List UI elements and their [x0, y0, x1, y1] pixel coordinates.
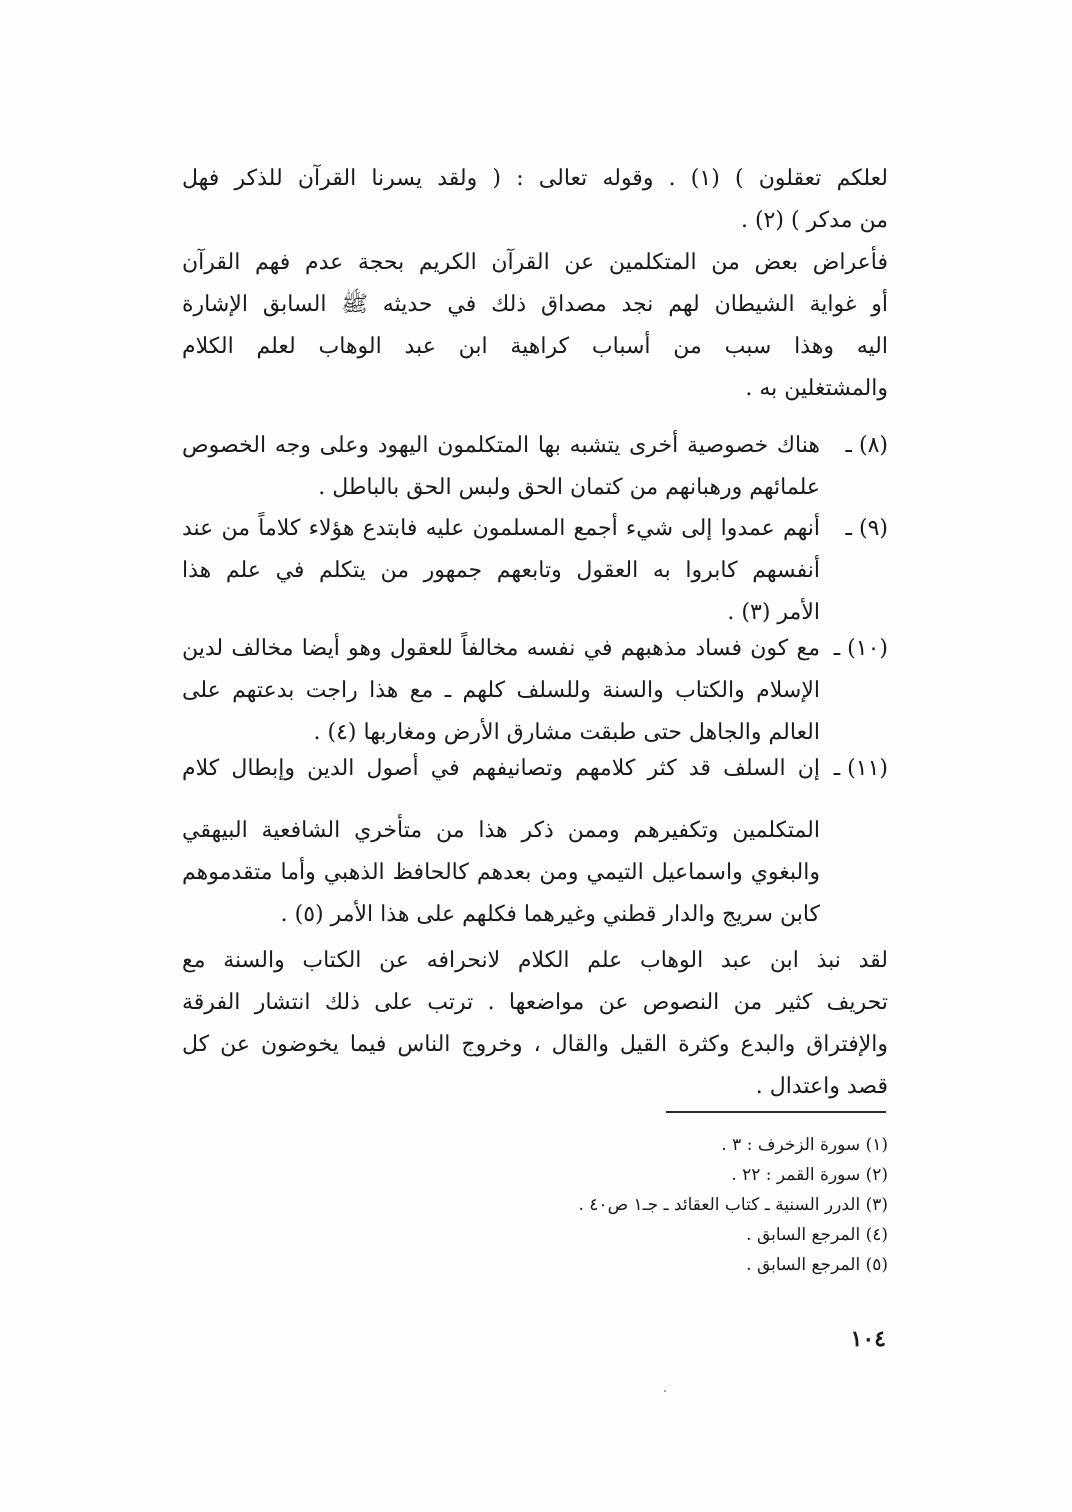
item-line: أنهم عمدوا إلى شيء أجمع المسلمون عليه فابتدع هؤلاء كلاماً من عند — [182, 516, 820, 541]
continuation-line: المتكلمين وتكفيرهم وممن ذكر هذا من متأخري الشافعية البيهقي — [182, 818, 820, 843]
intro-line: من مدكر ) (٢) . — [740, 208, 888, 233]
continuation-line: كابن سريج والدار قطني وغيرهما فكلهم على هذا الأمر (٥) . — [280, 902, 820, 927]
footnotes — [288, 1130, 888, 1280]
intro-paragraph — [182, 158, 888, 410]
closing-line: لقد نبذ ابن عبد الوهاب علم الكلام لانحرافه عن الكتاب والسنة مع — [182, 948, 888, 973]
numbered-item-11 — [182, 748, 888, 790]
intro-line: والمشتغلين به . — [745, 376, 888, 401]
item-line: إن السلف قد كثر كلامهم وتصانيفهم في أصول الدين وإبطال كلام — [182, 756, 820, 781]
item-11-continuation — [182, 810, 820, 936]
footnote: (٥) المرجع السابق . — [746, 1255, 888, 1275]
page-number: ١٠٤ — [850, 1326, 886, 1352]
closing-paragraph — [182, 940, 888, 1108]
numbered-item-8 — [182, 425, 888, 509]
intro-line: اليه وهذا سبب من أسباب كراهية ابن عبد الوهاب لعلم الكلام — [182, 334, 888, 359]
footnote: (١) سورة الزخرف : ٣ . — [721, 1135, 888, 1155]
footnote: (٢) سورة القمر : ٢٢ . — [731, 1165, 888, 1185]
continuation-line: والبغوي واسماعيل التيمي ومن بعدهم كالحافظ الذهبي وأما متقدموهم — [182, 860, 820, 885]
numbered-item-10 — [182, 628, 888, 754]
footnote: (٣) الدرر السنية ـ كتاب العقائد ـ جـ١ ص٤٠ . — [578, 1195, 888, 1215]
footnote-divider — [666, 1111, 886, 1113]
scan-speck — [664, 1390, 666, 1392]
closing-line: تحريف كثير من النصوص عن مواضعها . ترتب على ذلك انتشار الفرقة — [182, 990, 888, 1015]
intro-line: فأعراض بعض من المتكلمين عن القرآن الكريم بحجة عدم فهم القرآن — [182, 250, 888, 275]
item-line: الأمر (٣) . — [727, 600, 820, 625]
closing-line: قصد واعتدال . — [755, 1074, 888, 1099]
item-line: العالم والجاهل حتى طبقت مشارق الأرض ومغاربها (٤) . — [313, 720, 820, 745]
item-number: (١٠) ـ — [833, 636, 888, 661]
item-line: الإسلام والكتاب والسنة وللسلف كلهم ـ مع هذا راجت بدعتهم على — [182, 678, 820, 703]
item-line: أنفسهم كابروا به العقول وتابعهم جمهور من يتكلم في علم هذا — [182, 558, 820, 583]
intro-line: لعلكم تعقلون ) (١) . وقوله تعالى : ( ولقد يسرنا القرآن للذكر فهل — [182, 166, 888, 191]
numbered-item-9 — [182, 508, 888, 634]
item-line: مع كون فساد مذهبهم في نفسه مخالفاً للعقول وهو أيضا مخالف لدين — [182, 636, 820, 661]
closing-line: والإفتراق والبدع وكثرة القيل والقال ، وخروج الناس فيما يخوضون عن كل — [182, 1032, 888, 1057]
item-number: (٩) ـ — [845, 516, 888, 541]
footnote: (٤) المرجع السابق . — [746, 1225, 888, 1245]
item-line: هناك خصوصية أخرى يتشبه بها المتكلمون اليهود وعلى وجه الخصوص — [182, 433, 820, 458]
item-number: (١١) ـ — [833, 756, 888, 781]
item-number: (٨) ـ — [845, 433, 888, 458]
intro-line: أو غواية الشيطان لهم نجد مصداق ذلك في حديثه ﷺ السابق الإشارة — [182, 292, 888, 317]
item-line: علمائهم ورهبانهم من كتمان الحق ولبس الحق بالباطل . — [318, 475, 820, 500]
